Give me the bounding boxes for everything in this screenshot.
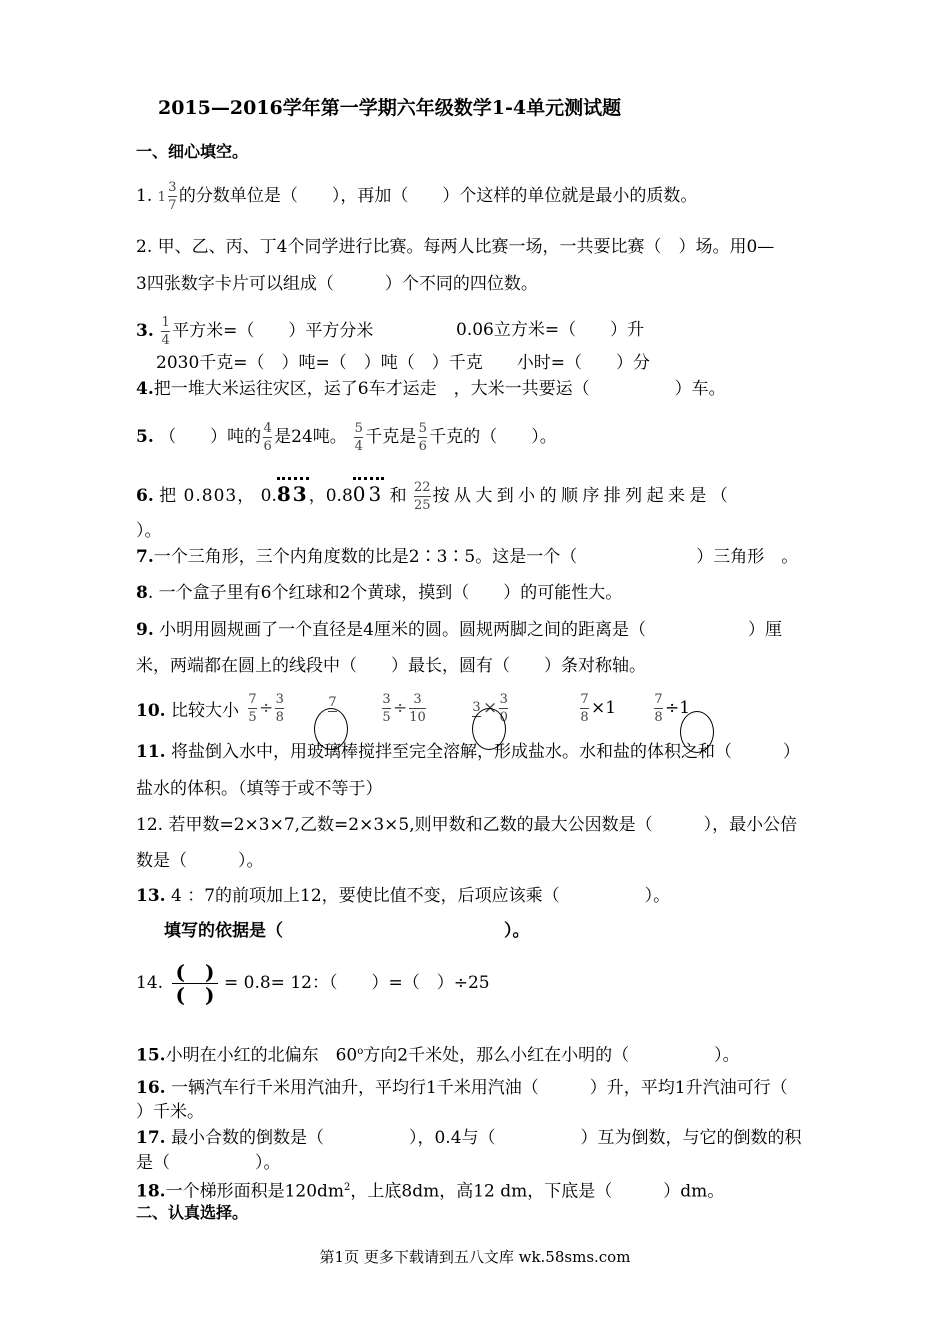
question-9: 9. 小明用圆规画了一个直径是4厘米的圆。圆规两脚之间的距离是（ ）厘 [136, 620, 782, 640]
compare-expression-1: $\frac{7}{5}$ ÷ $\frac{3}{8}$ [248, 692, 284, 725]
question-14: 14. [136, 973, 164, 993]
question-12: 12. 若甲数=2×3×7,乙数=2×3×5,则甲数和乙数的最大公因数是（ ），最小公倍 [136, 815, 798, 835]
section-heading-choice: 二、认真选择。 [136, 1203, 249, 1222]
question-13-basis: 填写的依据是（ ）。 [164, 921, 530, 941]
question-8: 8. 一个盒子里有6个红球和2个黄球，摸到（ ）的可能性大。 [136, 583, 623, 603]
question-11: 11. 将盐倒入水中，用玻璃棒搅拌至完全溶解，形成盐水。水和盐的体积之和（ ） [136, 742, 800, 762]
question-11-line-2: 盐水的体积。（填等于或不等于） [136, 779, 383, 799]
compare-expression-6: $\frac{7}{8}$ ÷1 [654, 692, 691, 725]
repeating-decimal: 03 [353, 477, 384, 506]
question-2-line-2: 3四张数字卡片可以组成（ ）个不同的四位数。 [136, 274, 538, 294]
question-14-fraction: ( ) ( ) [172, 962, 218, 1005]
question-9-line-2: 米，两端都在圆上的线段中（ ）最长，圆有（ ）条对称轴。 [136, 656, 646, 676]
fraction: $\frac{5}{4}$ [354, 421, 363, 454]
question-1: 1. 1 $\frac{3}{7}$ 的分数单位是（ ），再加（ ）个这样的单位就是最小的质数。 [136, 180, 698, 213]
question-5: 5. （ ）吨的 $\frac{4}{6}$ 是24吨。 $\frac{5}{4}$ 千克是 $\frac{5}{6}$ 千克的（ ）。 [136, 421, 557, 454]
question-6: 6. 把 0.803， 0.83，0.803 和 $\frac{22}{25}$ 按从大到小的顺序排列起来是（ [136, 480, 732, 513]
question-18: 18.一个梯形面积是$120dm^2$，上底8dm，高12 dm，下底是（ ）dm。 [136, 1181, 725, 1202]
question-17: 17. 最小合数的倒数是（ ），0.4与（ ）互为倒数，与它的倒数的积 [136, 1128, 802, 1148]
question-3-volume: 0.06立方米=（ ）升 [456, 320, 645, 340]
page-footer: 第1页 更多下载请到五八文库 wk.58sms.com [319, 1248, 631, 1266]
fraction: $\frac{4}{6}$ [263, 421, 272, 454]
fraction: $\frac{22}{25}$ [414, 480, 431, 513]
compare-expression-3: $\frac{3}{5}$ ÷ $\frac{3}{10}$ [382, 692, 426, 725]
page-title: 2015—2016学年第一学期六年级数学1-4单元测试题 [158, 97, 622, 119]
question-4: 4.把一堆大米运往灾区，运了6车才运走 ，大米一共要运（ ）车。 [136, 379, 726, 399]
question-15: 15.小明在小红的北偏东 60$^o$方向2千米处，那么小红在小明的（ ）。 [136, 1045, 740, 1066]
question-10: 10. 比较大小 [136, 701, 239, 721]
question-2: 2. 甲、乙、丙、丁4个同学进行比赛。每两人比赛一场，一共要比赛（ ）场。用0— [136, 237, 775, 257]
question-3-line-2: 2030千克=（ ）吨=（ ）吨（ ）千克 小时=（ ）分 [156, 353, 650, 373]
question-3: 3. $\frac{1}{4}$ 平方米=（ ）平方分米 [136, 315, 374, 348]
mixed-number: 1 [157, 190, 166, 205]
fraction: $\frac{1}{4}$ [161, 315, 170, 348]
compare-expression-2: 7 [328, 694, 337, 710]
fraction: $\frac{5}{6}$ [418, 421, 427, 454]
fraction: $\frac{3}{7}$ [168, 180, 177, 213]
question-7: 7.一个三角形，三个内角度数的比是2∶3∶5。这是一个（ ）三角形 。 [136, 547, 799, 567]
repeating-decimal: 83 [277, 477, 309, 506]
question-14-equation: = 0.8= 12：（ ）=（ ）÷25 [224, 973, 490, 993]
compare-expression-5: $\frac{7}{8}$ ×1 [580, 692, 617, 725]
question-6-line-2: ）。 [136, 521, 162, 541]
question-16: 16. 一辆汽车行千米用汽油升，平均行1千米用汽油（ ）升，平均1升汽油可行（ [136, 1078, 788, 1098]
question-17-line-2: 是（ ）。 [136, 1153, 281, 1173]
section-heading-fill-blank: 一、细心填空。 [136, 142, 249, 161]
question-12-line-2: 数是（ ）。 [136, 851, 264, 871]
question-16-line-2: ）千米。 [136, 1102, 204, 1122]
compare-expression-4: 3 × $\frac{3}{0}$ [472, 692, 508, 725]
question-13: 13. 4 ：7的前项加上12，要使比值不变，后项应该乘（ ）。 [136, 886, 671, 906]
